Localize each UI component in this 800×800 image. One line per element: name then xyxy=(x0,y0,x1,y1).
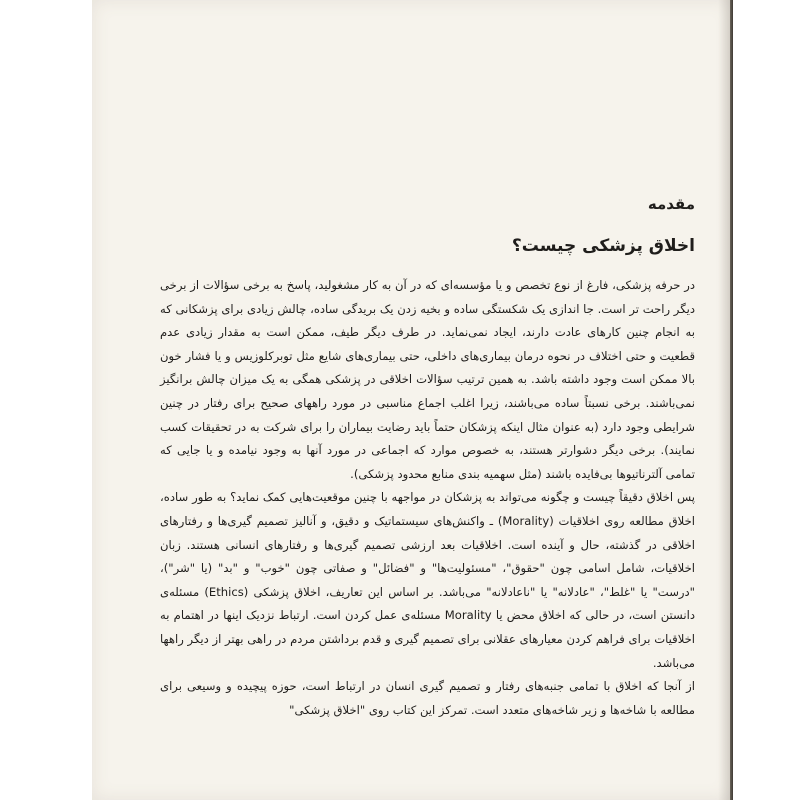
body-paragraph-2: پس اخلاق دقیقاً چیست و چگونه می‌تواند به پزشکان در مواجهه با چنین موقعیت‌هایی کمک نماید؟ به طور ساده، اخلاق مطالعه روی اخلاقیات (Morality) ـ واکنش‌های سیستماتیک و دقیق، و آنالیز تصمیم گیری‌ها و رفتارهای اخلاقی در گذشته، حال و آینده است. اخلاقیات بعد ارزشی تصمیم گیری‌ها و رفتارهای انسانی هستند. زبان اخلاقیات، شامل اسامی چون "حقوق"، "مسئولیت‌ها" و "فضائل" و صفاتی چون "خوب" و "بد" (یا "شر")، "درست" یا "غلط"، "عادلانه" یا "ناعادلانه" می‌باشد. بر اساس این تعاریف، اخلاق پزشکی (Ethics) مسئله‌ی دانستن است، در حالی که اخلاق محض یا Morality مسئله‌ی عمل کردن است. ارتباط نزدیک اینها در اهتمام به اخلاقیات برای فراهم کردن معیارهای عقلانی برای تصمیم گیری و قدم برداشتن مردم در راهی بهتر از دیگر راهها می‌باشد. xyxy=(160,490,696,670)
body-paragraph-1: در حرفه پزشکی، فارغ از نوع تخصص و یا مؤسسه‌ای که در آن به کار مشغولید، پاسخ به برخی سؤالات از برخی دیگر راحت تر است. جا اندازی یک شکستگی ساده و بخیه زدن یک بریدگی ساده، چالش زیادی برای پزشکانی که به انجام چنین کارهای عادت دارند، ایجاد نمی‌نماید. در طرف دیگر طیف، ممکن است به مقدار زیادی عدم قطعیت و حتی اختلاف در نحوه درمان بیماری‌های داخلی، حتی بیماری‌های شایع مثل توبرکلوزیس و یا فشار خون بالا ممکن است وجود داشته باشد. به همین ترتیب سؤالات اخلاقی در پزشکی همگی به یک میزان چالش برانگیز نمی‌باشند. برخی نسبتاً ساده می‌باشند، زیرا اغلب اجماع مناسبی در مورد راههای صحیح برای رفتار در چنین شرایطی وجود دارد (به عنوان مثال اینکه پزشکان حتماً باید رضایت بیماران را برای شرکت به در تحقیقات کسب نمایند). برخی دیگر دشوارتر هستند، به خصوص موارد که اجماعی در مورد آنها به وجود نیامده و یا جایی که تمامی آلترناتیوها بی‌فایده باشند (مثل سهمیه بندی منابع محدود پزشکی). xyxy=(160,278,695,481)
chapter-heading: اخلاق پزشکی چیست؟ xyxy=(511,236,695,256)
section-title: مقدمه xyxy=(647,195,695,213)
body-paragraph-3: از آنجا که اخلاق با تمامی جنبه‌های رفتار و تصمیم گیری انسان در ارتباط است، حوزه پیچیده و وسیعی برای مطالعه با شاخه‌ها و زیر شاخه‌های متعدد است. تمرکز این کتاب روی "اخلاق پزشکی" xyxy=(160,679,695,717)
page-text-block xyxy=(160,180,695,722)
book-binding-edge xyxy=(730,0,733,800)
